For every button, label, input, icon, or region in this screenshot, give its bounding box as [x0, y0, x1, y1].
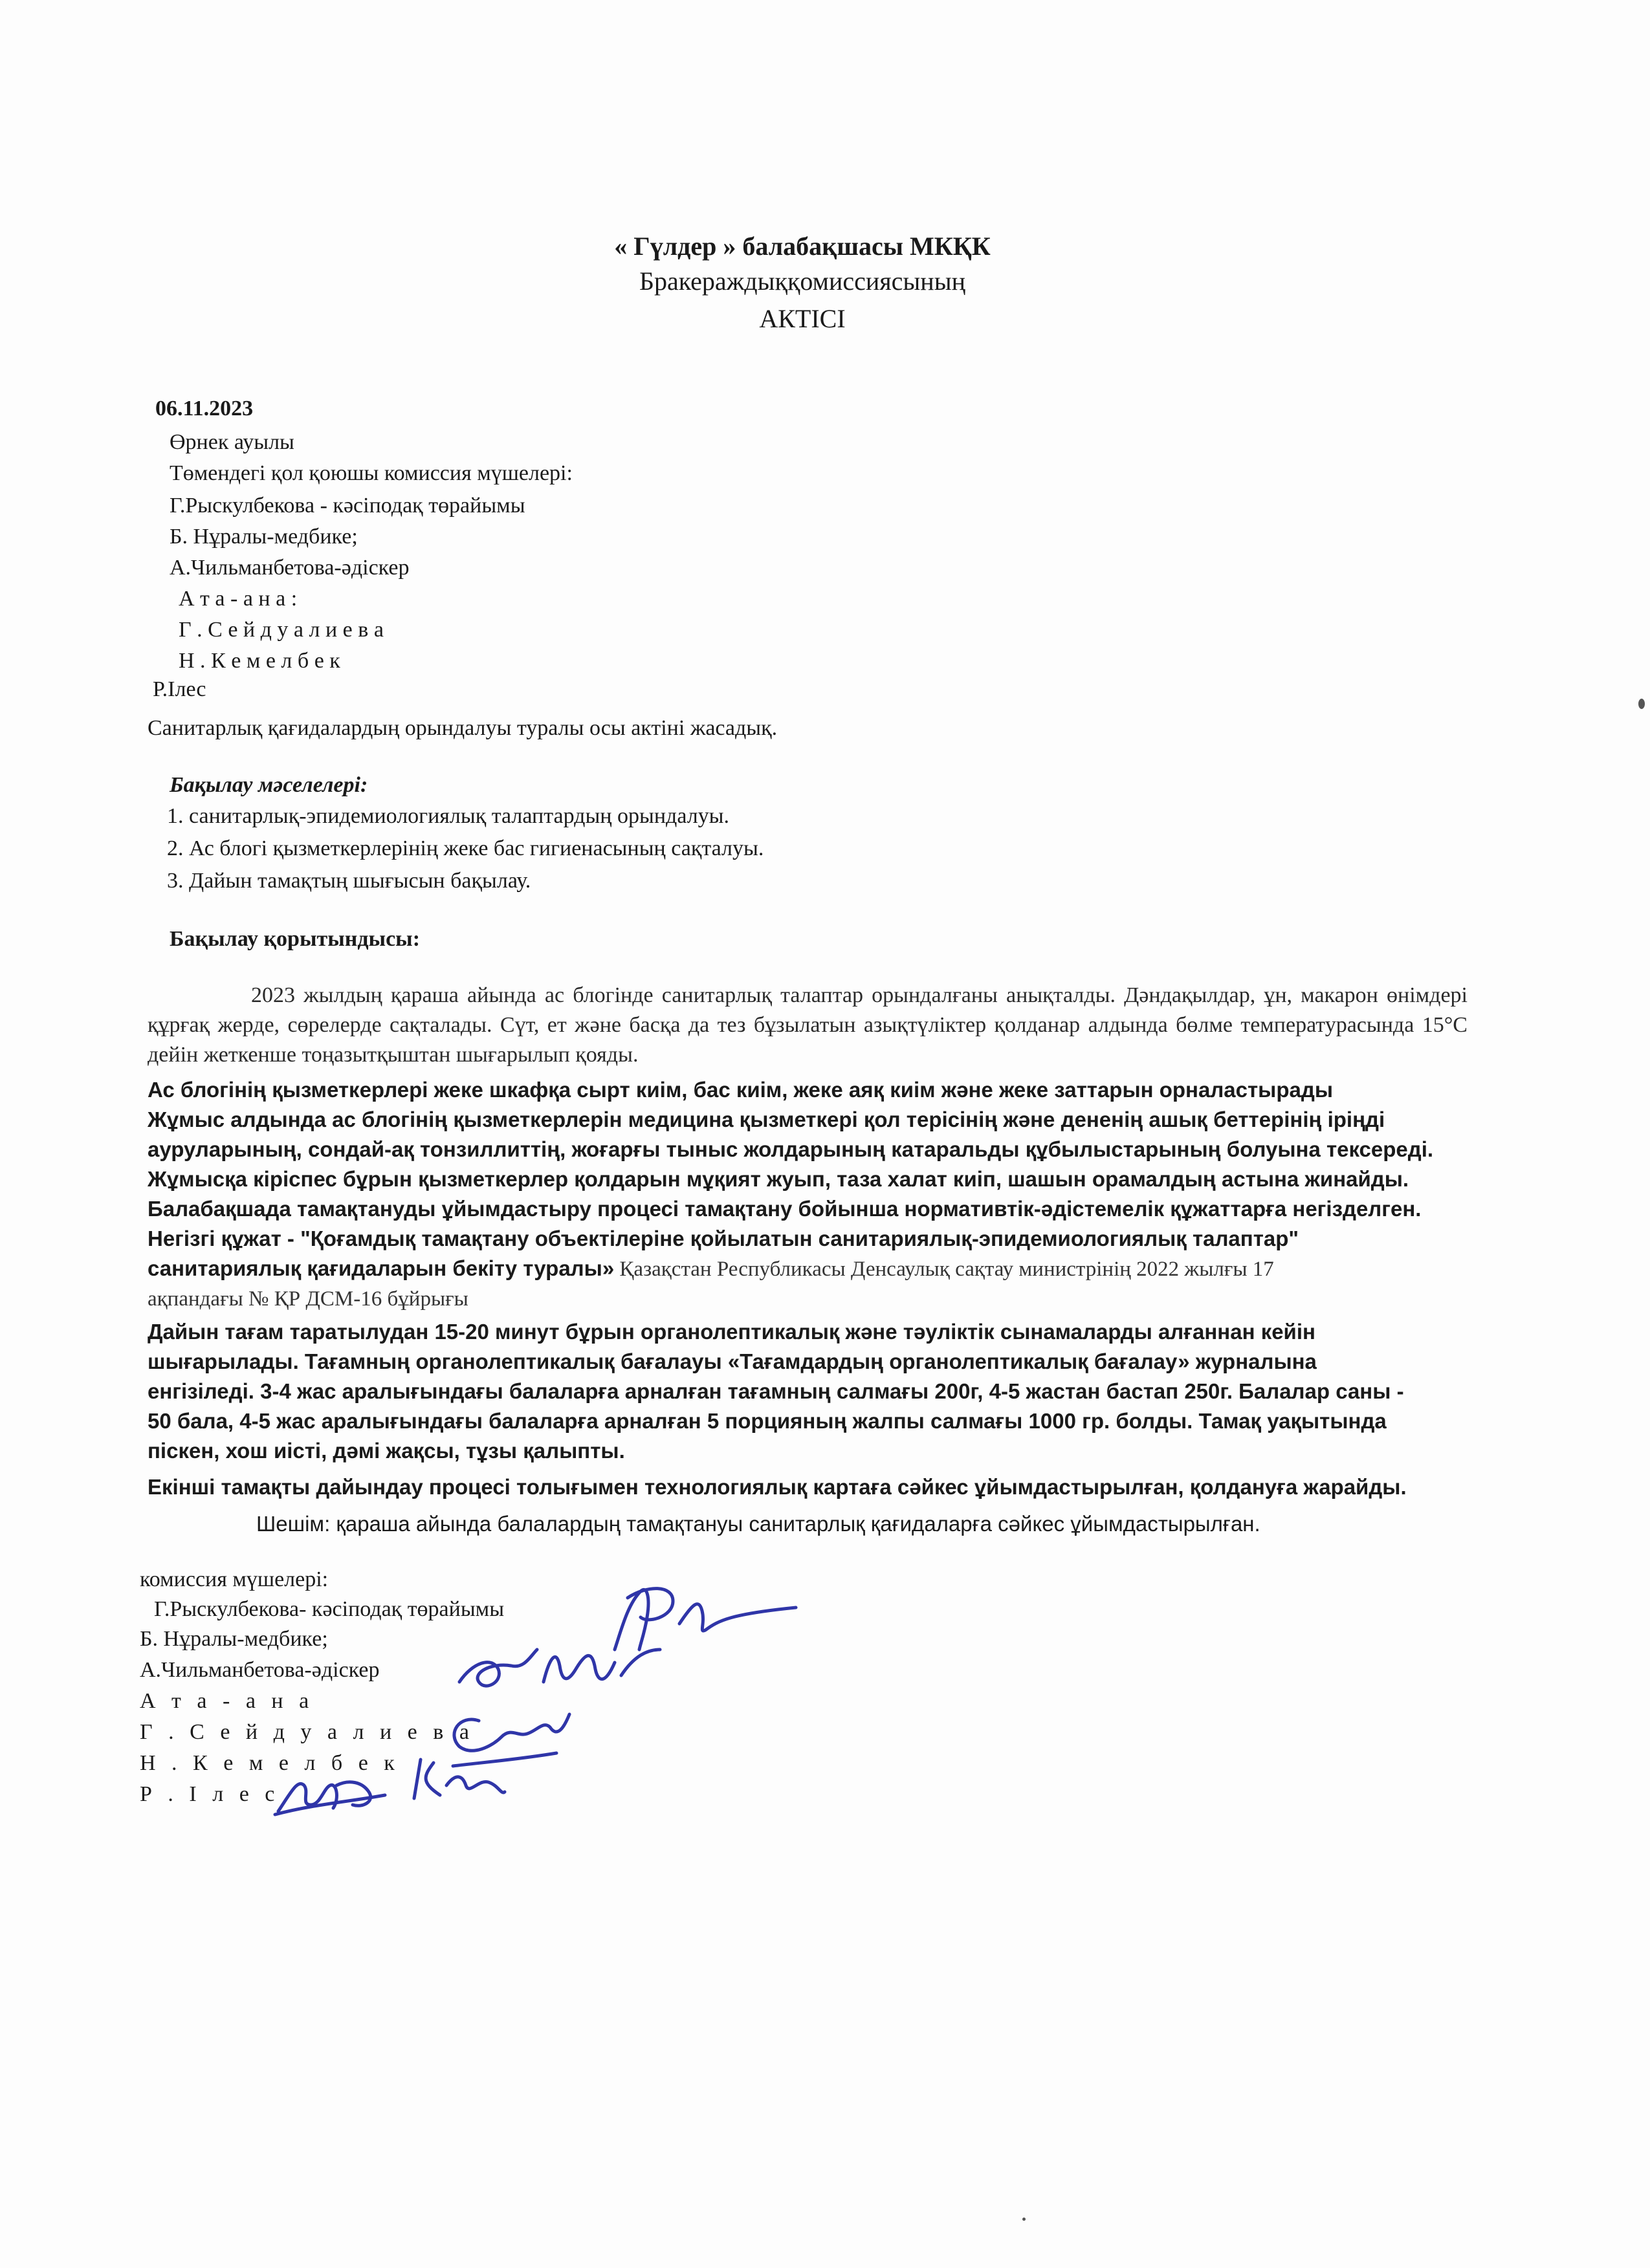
decision-text: Шешім: қараша айында балалардың тамақтануы санитарлық қағидаларға сәйкес ұйымдастырылған. — [256, 1512, 1260, 1536]
result-line-9: шығарылады. Тағамның органолептикалық бағалауы «Тағамдардың органолептикалық бағалау» журналына — [148, 1349, 1317, 1373]
parent-1: Г . С е й д у а л и е в а — [179, 618, 384, 642]
parents-label: А т а - а н а : — [179, 587, 298, 611]
act-title: АКТІСІ — [759, 304, 846, 333]
order-number: ақпандағы № ҚР ДСМ-16 бұйрығы — [148, 1287, 468, 1311]
regulation-title-end: санитариялық қағидаларын бекіту туралы» — [148, 1256, 615, 1280]
member-1: Г.Рыскулбекова - кәсіподақ төрайымы — [170, 494, 525, 518]
result-line-6: Негізгі құжат - "Қоғамдық тамақтану объектілеріне қойылатын санитариялық-эпидемиологиялық талаптар" — [148, 1227, 1299, 1250]
scan-speck — [1638, 699, 1645, 709]
extra-member: Р.Ілес — [153, 677, 206, 701]
result-line-1: Ас блогінің қызметкерлері жеке шкафқа сырт киім, бас киім, жеке аяқ киім және жеке заттарын орналастырады — [148, 1078, 1333, 1102]
result-line-10: енгізіледі. 3-4 жас аралығындағы балаларға арналған тағамның салмағы 200г, 4-5 жастан бастап 250г. Балалар саны - — [148, 1379, 1404, 1403]
result-heading: Бақылау қорытындысы: — [170, 927, 421, 951]
result-line-5: Балабақшада тамақтануды ұйымдастыру процесі тамақтану бойынша нормативтік-әдістемелік құжаттарға негізделген. — [148, 1197, 1422, 1221]
signature-row-1: Г.Рыскулбекова- кәсіподақ төрайымы — [154, 1597, 505, 1621]
control-heading: Бақылау мәселелері: — [170, 773, 368, 797]
signature-row-6: Н . К е м е л б е к — [140, 1751, 400, 1775]
result-line-11: 50 бала, 4-5 жас аралығындағы балаларға арналған 5 порцияның жалпы салмағы 1000 гр. болды. Тамақ уақытында — [148, 1409, 1387, 1433]
control-item-3: 3. Дайын тамақтың шығысын бақылау. — [167, 869, 531, 893]
signature-nuraly — [453, 1630, 686, 1708]
result-line-7 — [148, 1254, 1274, 1284]
act-date: 06.11.2023 — [155, 397, 254, 420]
control-item-2: 2. Ас блогі қызметкерлерінің жеке бас гигиенасының сақталуы. — [167, 836, 764, 860]
act-purpose: Санитарлық қағидалардың орындалуы туралы осы актіні жасадық. — [148, 716, 778, 740]
signature-row-4: А т а - а н а — [140, 1689, 314, 1713]
control-item-1: 1. санитарлық-эпидемиологиялық талаптардың орындалуы. — [167, 804, 730, 828]
ministry-reference: Қазақстан Республикасы Денсаулық сақтау министрінің 2022 жылғы 17 — [614, 1258, 1274, 1281]
signature-row-2: Б. Нұралы-медбике; — [140, 1627, 328, 1651]
signatures-heading: комиссия мүшелері: — [140, 1567, 329, 1591]
result-line-13: Екінші тамақты дайындау процесі толығымен технологиялық картаға сәйкес ұйымдастырылған, қолдануға жарайды. — [148, 1475, 1407, 1499]
signature-iles — [272, 1766, 388, 1824]
parent-2: Н . К е м е л б е к — [179, 649, 340, 673]
org-title: « Гүлдер » балабақшасы МКҚК — [614, 232, 991, 261]
result-line-3: ауруларының, сондай-ақ тонзиллиттің, жоғарғы тыныс жолдарының катаральды құбылыстарының болуына тексереді. — [148, 1137, 1434, 1161]
signature-row-7: Р . І л е с — [140, 1782, 280, 1806]
member-3: А.Чильманбетова-әдіскер — [170, 556, 410, 580]
signature-row-3: А.Чильманбетова-әдіскер — [140, 1658, 380, 1682]
members-heading: Төмендегі қол қоюшы комиссия мүшелері: — [170, 461, 573, 485]
signature-row-5: Г . С е й д у а л и е в а — [140, 1720, 474, 1744]
signature-kemelbek — [408, 1747, 511, 1811]
member-2: Б. Нұралы-медбике; — [170, 525, 358, 549]
result-line-2: Жұмыс алдында ас блогінің қызметкерлерін медицина қызметкері қол терісінің және дененің ашық беттерінің іріңді — [148, 1107, 1385, 1131]
result-paragraph-1: 2023 жылдың қараша айында ас блогінде санитарлық талаптар орындалғаны анықталды. Дәндақылдар, ұн, макарон өнімдері құрғақ жерде, сөрелерде сақталады. Сүт, ет және басқа да тез бұзылатын азықтүліктер қолданар алдында бөлме температурасында 15°С дейін жеткенше тоңазытқыштан шығарылып қояды. — [148, 983, 1468, 1067]
commission-title: Бракераждыққомиссиясының — [639, 267, 965, 296]
result-line-4: Жұмысқа кіріспес бұрын қызметкерлер қолдарын мұқият жуып, таза халат киіп, шашын орамалдың астына жинайды. — [148, 1167, 1409, 1191]
order-reference — [148, 1283, 468, 1314]
result-line-8: Дайын тағам таратылудан 15-20 минут бұрын органолептикалық және тәуліктік сынамаларды алғаннан кейін — [148, 1320, 1315, 1344]
result-line-12: піскен, хош иісті, дәмі жақсы, тұзы қалыпты. — [148, 1439, 625, 1463]
scan-speck — [1022, 2218, 1026, 2221]
village-name: Өрнек ауылы — [170, 430, 294, 454]
